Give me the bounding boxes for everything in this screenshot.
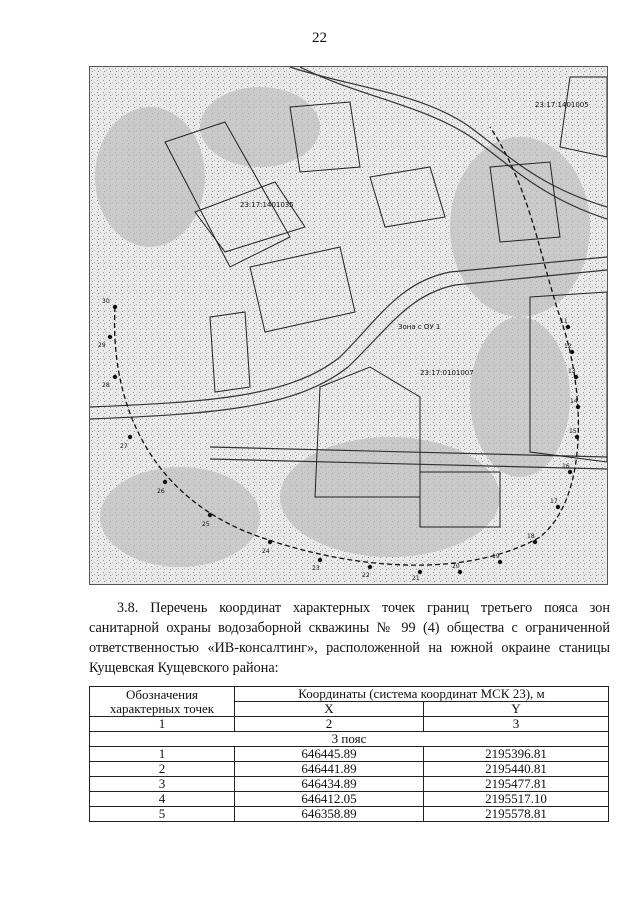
coordinates-table [89, 686, 609, 822]
svg-text:19: 19 [492, 553, 500, 560]
svg-text:20: 20 [452, 563, 460, 570]
svg-text:14: 14 [570, 398, 578, 405]
svg-text:11: 11 [560, 318, 568, 325]
section-label: 3 пояс [90, 732, 609, 747]
y-cell: 2195477.81 [424, 777, 609, 792]
svg-text:24: 24 [262, 548, 270, 555]
table-header-row [90, 687, 609, 702]
x-cell: 646441.89 [235, 762, 424, 777]
svg-text:15: 15 [569, 428, 577, 435]
table-row [90, 777, 609, 792]
svg-text:26: 26 [157, 488, 165, 495]
x-cell: 646358.89 [235, 807, 424, 822]
y-cell: 2195578.81 [424, 807, 609, 822]
svg-text:16: 16 [562, 463, 570, 470]
y-cell: 2195517.10 [424, 792, 609, 807]
point-cell: 3 [90, 777, 235, 792]
point-cell: 4 [90, 792, 235, 807]
svg-text:28: 28 [102, 382, 110, 389]
svg-text:23: 23 [312, 565, 320, 572]
header-coords: Координаты (система координат МСК 23), м [235, 687, 609, 702]
svg-text:21: 21 [412, 575, 420, 582]
x-cell: 646434.89 [235, 777, 424, 792]
cadastral-label-center: 23:17:0101007 [420, 369, 474, 377]
svg-text:12: 12 [564, 343, 572, 350]
page-number: 22 [312, 30, 327, 46]
colnum-1: 1 [90, 717, 235, 732]
table-row [90, 807, 609, 822]
section-paragraph: 3.8. Перечень координат характерных точек границ третьего пояса зон санитарной охраны водозаборной скважины № 99 (4) общества с ограниченной ответственностью «ИВ-консалтинг», расположенной на южной окраине станицы Кущевская Кущевского района: [89, 600, 610, 676]
header-y: Y [424, 702, 609, 717]
cadastral-label-top: 23:17:1401035 [240, 201, 294, 209]
header-point-label: Обозначения характерных точек [90, 687, 235, 717]
point-cell: 1 [90, 747, 235, 762]
y-cell: 2195396.81 [424, 747, 609, 762]
svg-text:13: 13 [568, 368, 576, 375]
zone-label: Зона с ОУ 1 [398, 323, 441, 331]
svg-text:17: 17 [550, 498, 558, 505]
svg-text:30: 30 [102, 298, 110, 305]
table-row [90, 762, 609, 777]
cadastral-label-top-right: 23:17:1401005 [535, 101, 589, 109]
y-cell: 2195440.81 [424, 762, 609, 777]
svg-text:25: 25 [202, 521, 210, 528]
table-colnum-row [90, 717, 609, 732]
point-cell: 2 [90, 762, 235, 777]
table-row [90, 747, 609, 762]
table-section-row [90, 732, 609, 747]
header-x: X [235, 702, 424, 717]
cadastral-map [90, 67, 607, 584]
x-cell: 646412.05 [235, 792, 424, 807]
svg-text:27: 27 [120, 443, 128, 450]
svg-text:22: 22 [362, 572, 370, 579]
point-cell: 5 [90, 807, 235, 822]
svg-text:29: 29 [98, 342, 106, 349]
x-cell: 646445.89 [235, 747, 424, 762]
svg-text:18: 18 [527, 533, 535, 540]
colnum-3: 3 [424, 717, 609, 732]
table-row [90, 792, 609, 807]
colnum-2: 2 [235, 717, 424, 732]
map-figure [89, 66, 608, 585]
